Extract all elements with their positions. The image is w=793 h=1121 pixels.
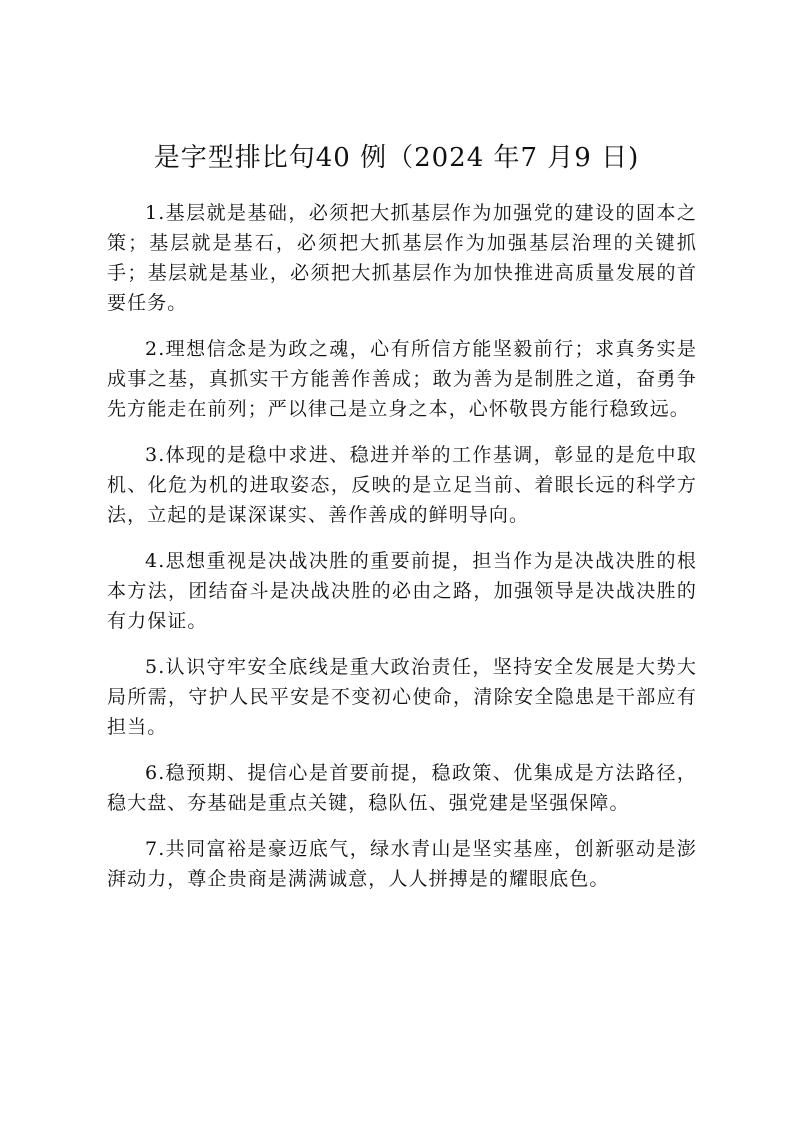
paragraph-1: 1.基层就是基础，必须把大抓基层作为加强党的建设的固本之策；基层就是基石，必须把大抓基层作为加强基层治理的关键抓手；基层就是基业，必须把大抓基层作为加快推进高质量发展的首要任务。 (107, 202, 697, 314)
document-body (107, 198, 697, 910)
paragraph-3: 3.体现的是稳中求进、稳进并举的工作基调，彰显的是危中取机、化危为机的进取姿态，反映的是立足当前、着眼长远的科学方法，立起的是谋深谋实、善作善成的鲜明导向。 (107, 444, 697, 526)
paragraph-6: 6.稳预期、提信心是首要前提，稳政策、优集成是方法路径，稳大盘、夯基础是重点关键，稳队伍、强党建是坚强保障。 (107, 762, 697, 814)
paragraph-7: 7.共同富裕是豪迈底气，绿水青山是坚实基座，创新驱动是澎湃动力，尊企贵商是满满诚意，人人拼搏是的耀眼底色。 (107, 838, 697, 890)
paragraph-2: 2.理想信念是为政之魂，心有所信方能坚毅前行；求真务实是成事之基，真抓实干方能善作善成；敢为善为是制胜之道，奋勇争先方能走在前列；严以律己是立身之本，心怀敬畏方能行稳致远。 (107, 338, 697, 420)
document-title: 是字型排比句40 例（2024 年7 月9 日) (153, 143, 640, 173)
paragraph-5: 5.认识守牢安全底线是重大政治责任，坚持安全发展是大势大局所需，守护人民平安是不变初心使命，清除安全隐患是干部应有担当。 (107, 656, 697, 738)
paragraph-4: 4.思想重视是决战决胜的重要前提，担当作为是决战决胜的根本方法，团结奋斗是决战决胜的必由之路，加强领导是决战决胜的有力保证。 (107, 550, 697, 632)
